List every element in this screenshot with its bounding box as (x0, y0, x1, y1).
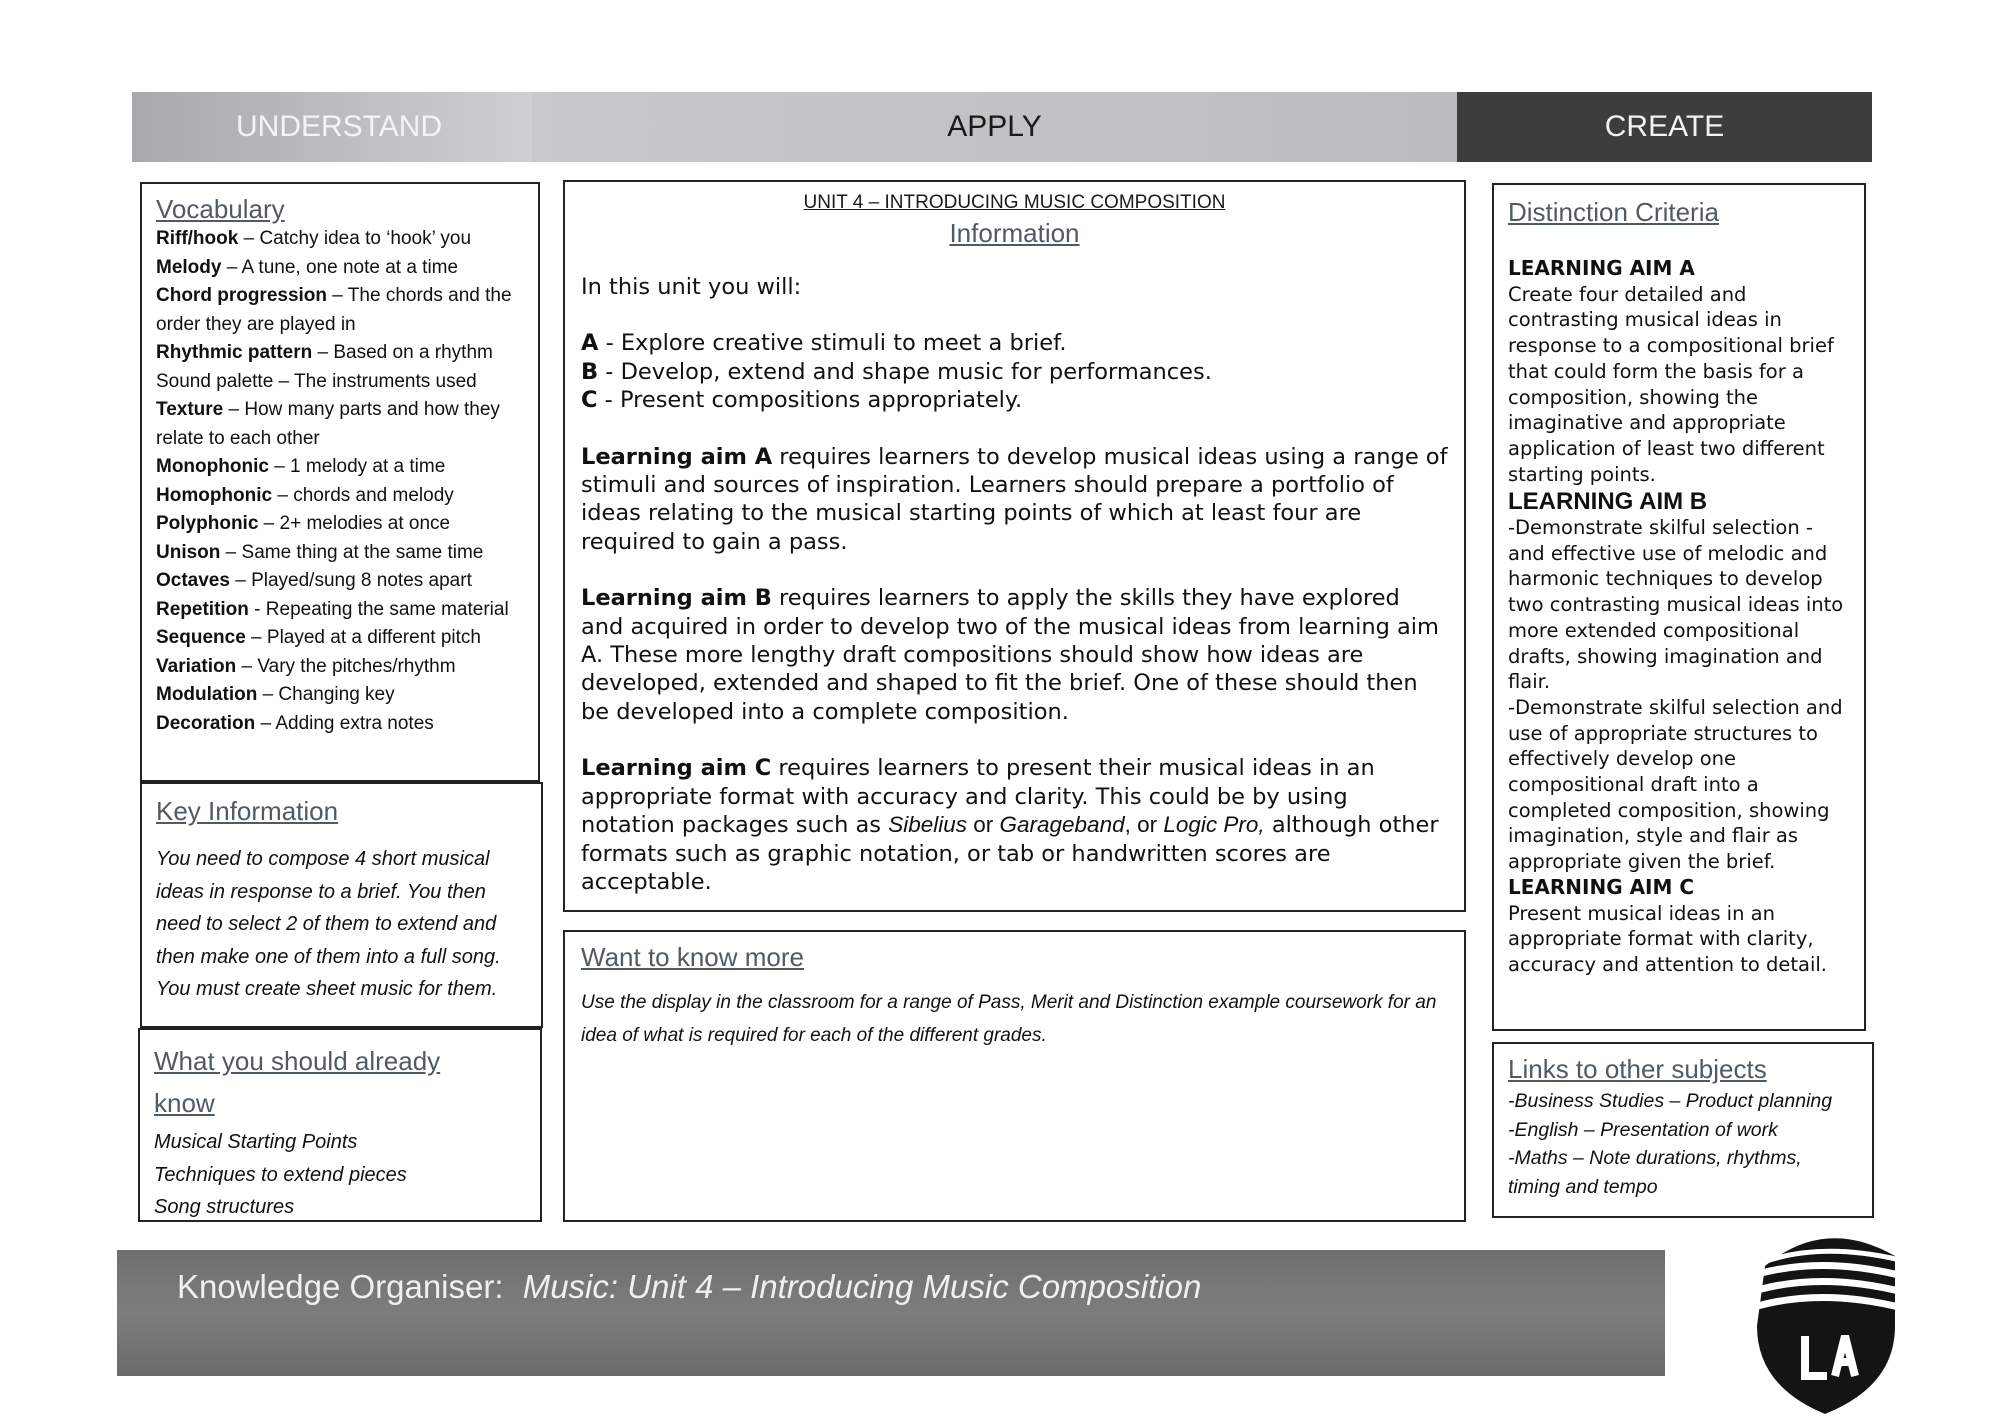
information-heading: Information (949, 218, 1080, 248)
vocabulary-item: Rhythmic pattern – Based on a rhythm (156, 342, 493, 363)
already-know-list (154, 1126, 526, 1224)
want-to-know-more-text: Use the display in the classroom for a range of Pass, Merit and Distinction example coursework for an idea of what is required for each of the different grades. (581, 992, 1437, 1046)
banner-create (1457, 92, 1872, 162)
learning-aim-a-paragraph: Learning aim A requires learners to develop musical ideas using a range of stimuli and sources of inspiration. Learners should prepare a portfolio of ideas relating to the musical starting points of which at least four are required to gain a pass. (581, 443, 1448, 555)
vocabulary-item: Unison – Same thing at the same time (156, 541, 484, 563)
want-to-know-more-heading: Want to know more (581, 942, 805, 972)
school-logo (1745, 1226, 1905, 1416)
vocabulary-list (156, 225, 524, 738)
already-know-panel (138, 1028, 542, 1222)
vocabulary-item: Polyphonic – 2+ melodies at once (156, 513, 451, 534)
vocabulary-item: Texture – How many parts and how they relate to each other (156, 399, 500, 449)
distinction-aim-c-text: Present musical ideas in an appropriate format with clarity, accuracy and attention to detail. (1508, 901, 1827, 976)
vocabulary-item: Homophonic – chords and melody (156, 484, 454, 506)
links-heading: Links to other subjects (1508, 1054, 1767, 1084)
unit-title: UNIT 4 – INTRODUCING MUSIC COMPOSITION (803, 192, 1226, 213)
list-item: -Business Studies – Product planning (1508, 1090, 1833, 1112)
vocabulary-panel (140, 182, 540, 782)
vocabulary-item: Riff/hook – Catchy idea to ‘hook’ you (156, 228, 472, 249)
list-item: B - Develop, extend and shape music for performances. (581, 358, 1212, 385)
banner-understand-label: UNDERSTAND (236, 110, 443, 143)
list-item: Techniques to extend pieces (154, 1163, 407, 1186)
distinction-aim-b-text-1: -Demonstrate skilful selection - and effective use of melodic and harmonic techniques to develop two contrasting musical ideas into more extended compositional drafts, showing imagination and flair. (1508, 516, 1844, 694)
vocabulary-item: Chord progression – The chords and the order they are played in (156, 285, 512, 335)
footer-banner (117, 1250, 1665, 1376)
vocabulary-item: Modulation – Changing key (156, 684, 395, 705)
banner-create-label: CREATE (1604, 110, 1725, 143)
vocabulary-item: Monophonic – 1 melody at a time (156, 456, 446, 477)
distinction-criteria-panel (1492, 183, 1866, 1031)
distinction-aim-a-label: LEARNING AIM A (1508, 256, 1695, 280)
list-item: A - Explore creative stimuli to meet a brief. (581, 330, 1067, 357)
distinction-aim-c-label: LEARNING AIM C (1508, 874, 1695, 899)
distinction-aim-b-text-2: -Demonstrate skilful selection and use of appropriate structures to effectively develop one compositional draft into a completed composition, showing imagination, style and flair as appropriate given the brief. (1508, 695, 1843, 874)
shield-logo-icon (1745, 1226, 1905, 1416)
vocabulary-heading: Vocabulary (156, 194, 285, 224)
learning-aim-c-label: Learning aim C (581, 755, 772, 782)
vocabulary-item: Decoration – Adding extra notes (156, 712, 434, 734)
vocabulary-item: Melody – A tune, one note at a time (156, 256, 459, 278)
vocabulary-item: Sound palette – The instruments used (156, 370, 477, 392)
key-information-heading: Key Information (156, 796, 339, 826)
already-know-heading: What you should already know (154, 1046, 441, 1118)
key-information-panel (140, 782, 543, 1028)
banner-apply (532, 92, 1457, 162)
want-to-know-more-panel (563, 930, 1466, 1222)
footer-label: Knowledge Organiser: (177, 1268, 504, 1305)
vocabulary-item: Repetition - Repeating the same material (156, 598, 509, 620)
banner-apply-label: APPLY (947, 110, 1042, 143)
information-intro: In this unit you will: (581, 274, 802, 300)
distinction-heading: Distinction Criteria (1508, 197, 1719, 227)
learning-aim-b-label: Learning aim B (581, 585, 772, 612)
list-item: -English – Presentation of work (1508, 1118, 1778, 1141)
list-item: Musical Starting Points (154, 1131, 358, 1153)
key-information-text: You need to compose 4 short musical ideas in response to a brief. You then need to select 2 of them to extend and then make one of them into a full song. You must create sheet music for them. (156, 848, 501, 1000)
learning-aim-c-paragraph: Learning aim C requires learners to present their musical ideas in an appropriate format with accuracy and clarity. This could be by using notation packages such as Sibelius or Garageband, or Logic Pro, although other formats such as graphic notation, or tab or handwritten scores are acceptable. (581, 755, 1439, 895)
links-panel (1492, 1042, 1874, 1218)
banner-understand (132, 92, 532, 162)
vocabulary-item: Octaves – Played/sung 8 notes apart (156, 570, 472, 591)
vocabulary-item: Variation – Vary the pitches/rhythm (156, 655, 456, 677)
information-panel (563, 180, 1466, 912)
list-item: Song structures (154, 1196, 295, 1218)
distinction-aim-b-label: LEARNING AIM B (1508, 488, 1708, 516)
list-item: -Maths – Note durations, rhythms, timing and tempo (1508, 1147, 1802, 1198)
learning-aim-b-paragraph: Learning aim B requires learners to apply the skills they have explored and acquired in order to develop two of the musical ideas from learning aim A. These more lengthy draft compositions should show how ideas are developed, extended and shaped to fit the brief. One of these should then be developed into a complete composition. (581, 585, 1439, 725)
footer-title: Music: Unit 4 – Introducing Music Composition (522, 1268, 1202, 1305)
distinction-aim-a-text: Create four detailed and contrasting musical ideas in response to a compositional brief that could form the basis for a composition, showing the imaginative and appropriate application of least two different starting points. (1508, 282, 1834, 486)
vocabulary-item: Sequence – Played at a different pitch (156, 627, 481, 648)
list-item: C - Present compositions appropriately. (581, 387, 1023, 414)
learning-aim-a-label: Learning aim A (581, 443, 773, 470)
